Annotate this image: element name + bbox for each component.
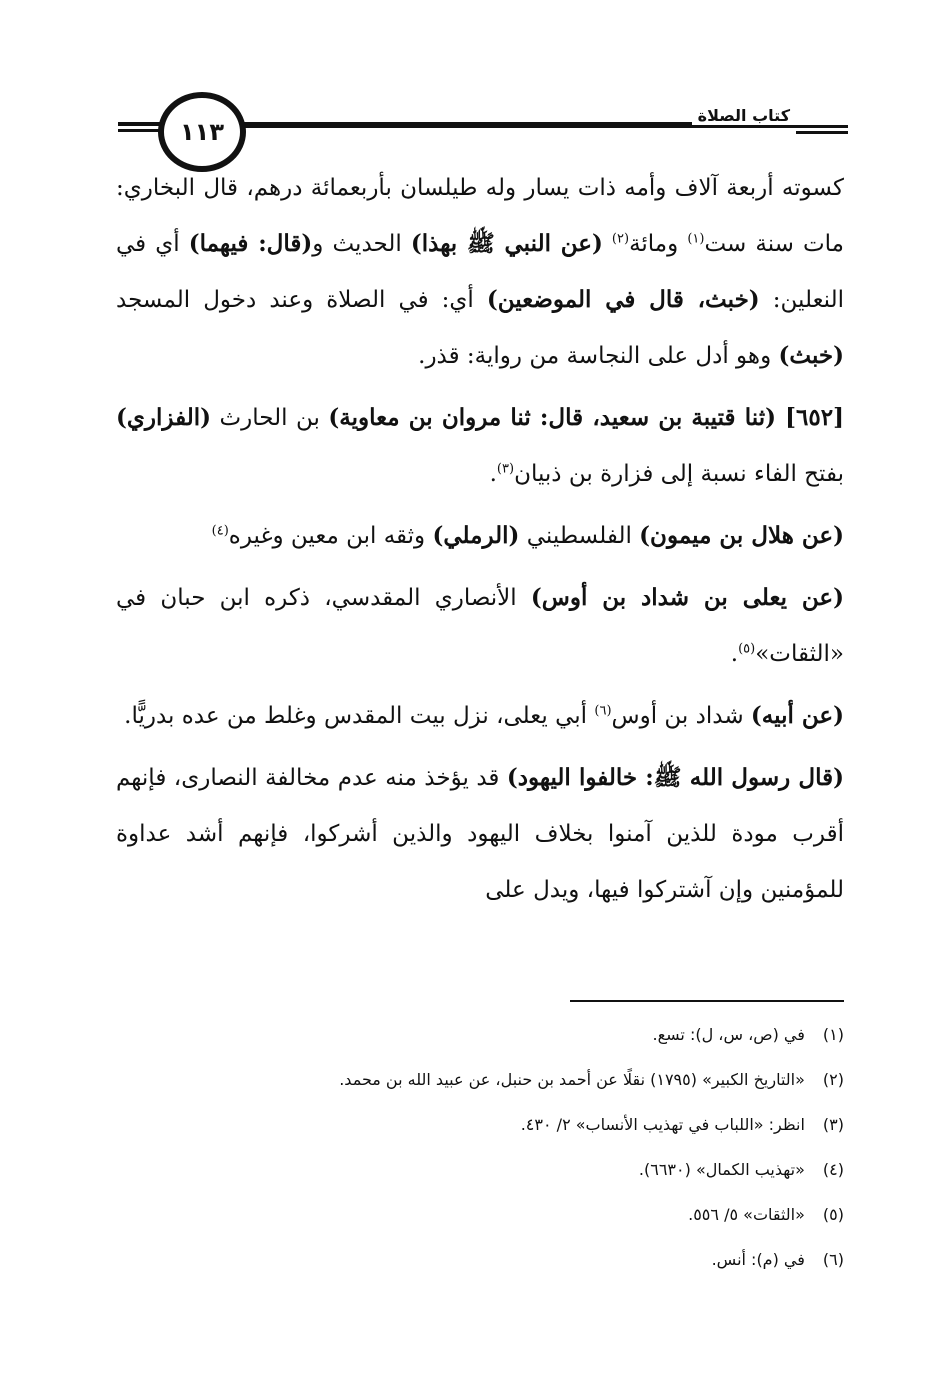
text-run [603, 231, 612, 257]
text-run: بن الحارث [211, 405, 329, 431]
footnote-ref: (١) [687, 231, 705, 247]
footnote-text: «التاريخ الكبير» (١٧٩٥) نقلًا عن أحمد بن حنبل، عن عبيد الله بن محمد. [339, 1070, 805, 1089]
footnote-number: (٦) [822, 1250, 844, 1269]
hadith-text: (الرملي) [432, 522, 520, 549]
text-run: كسوته أربعة آلاف وأمه ذات يسار وله طيلسان بأربعمائة درهم، قال البخاري: مات سنة ست [116, 175, 844, 257]
footnote-number: (٥) [822, 1205, 844, 1224]
hadith-text: (قال رسول الله ﷺ: خالفوا اليهود) [506, 764, 844, 791]
header-rule-end-top [796, 125, 848, 128]
footnote-text: انظر: «اللباب في تهذيب الأنساب» ٢/ ٤٣٠. [520, 1115, 805, 1134]
hadith-text: (الفزاري) [116, 404, 211, 431]
footnote-item [116, 1057, 844, 1102]
running-title: كتاب الصلاة [692, 106, 796, 125]
text-run: . [730, 641, 739, 667]
hadith-text: (عن يعلى بن شداد بن أوس) [530, 584, 845, 611]
text-run: ومائة [629, 231, 688, 257]
footnote-number: (٣) [822, 1115, 844, 1134]
text-run: شداد بن أوس [611, 703, 751, 729]
header-rule-end-bottom [796, 131, 848, 134]
page-number: ١١٣ [158, 92, 246, 172]
hadith-text: [٦٥٢] (ثنا قتيبة بن سعيد، قال: ثنا مروان بن معاوية) [328, 404, 844, 431]
footnote-ref: (٢) [611, 231, 630, 247]
text-run: أي: في الصلاة وعند دخول المسجد [116, 287, 487, 313]
hadith-text: (خبث، قال في الموضعين) [486, 286, 760, 313]
footnote-item [116, 1147, 844, 1192]
text-run: الأنصاري المقدسي، ذكره ابن حبان في «الثقات» [116, 585, 844, 667]
footnote-text: في (م): أنس. [711, 1250, 805, 1269]
footnote-ref: (٣) [496, 461, 515, 477]
footnote-text: في (ص، س، ل): تسع. [652, 1025, 805, 1044]
paragraph-5 [116, 688, 844, 744]
footnotes [116, 1012, 844, 1282]
paragraph-1 [116, 160, 844, 384]
text-run: أبي يعلى، نزل بيت المقدس وغلط من عده بدريًّا. [124, 703, 595, 729]
footnote-item [116, 1102, 844, 1147]
hadith-text: (خبث) [778, 342, 844, 369]
footnote-ref: (٥) [738, 641, 756, 657]
hadith-text: (عن هلال بن ميمون) [639, 522, 844, 549]
footnote-item [116, 1192, 844, 1237]
footnote-ref: (٦) [594, 703, 612, 719]
text-run: الحديث و [312, 231, 411, 257]
hadith-text: (قال: فيهما) [188, 230, 313, 257]
footnote-number: (٢) [822, 1070, 844, 1089]
paragraph-3 [116, 508, 844, 564]
running-header [118, 88, 848, 168]
footnote-ref: (٤) [211, 523, 229, 539]
footnote-text: «تهذيب الكمال» (٦٦٣٠). [638, 1160, 805, 1179]
text-run: وهو أدل على النجاسة من رواية: قذر. [418, 343, 779, 369]
footnote-number: (١) [822, 1025, 844, 1044]
footnote-item [116, 1237, 844, 1282]
text-run: قد يؤخذ منه عدم مخالفة النصارى، فإنهم أقرب مودة للذين آمنوا بخلاف اليهود والذين أشركوا، فإنهم أشد عداوة للمؤمنين وإن آشتركوا فيها، ويدل على [116, 765, 844, 903]
paragraph-4 [116, 570, 844, 682]
text-run: الفلسطيني [519, 523, 640, 549]
paragraph-2 [116, 390, 844, 502]
footnote-item [116, 1012, 844, 1057]
hadith-text: (عن أبيه) [750, 702, 844, 729]
hadith-text: (عن النبي ﷺ بهذا) [410, 230, 603, 257]
footnote-number: (٤) [822, 1160, 844, 1179]
paragraph-6 [116, 750, 844, 918]
footnote-separator [570, 1000, 844, 1002]
text-run: . [489, 461, 497, 487]
footnote-text: «الثقات» ٥/ ٥٥٦. [688, 1205, 805, 1224]
text-run: بفتح الفاء نسبة إلى فزارة بن ذبيان [514, 461, 844, 487]
main-text [116, 160, 844, 924]
text-run: وثقه ابن معين وغيره [228, 523, 433, 549]
text-run: أي في النعلين: [116, 231, 845, 313]
